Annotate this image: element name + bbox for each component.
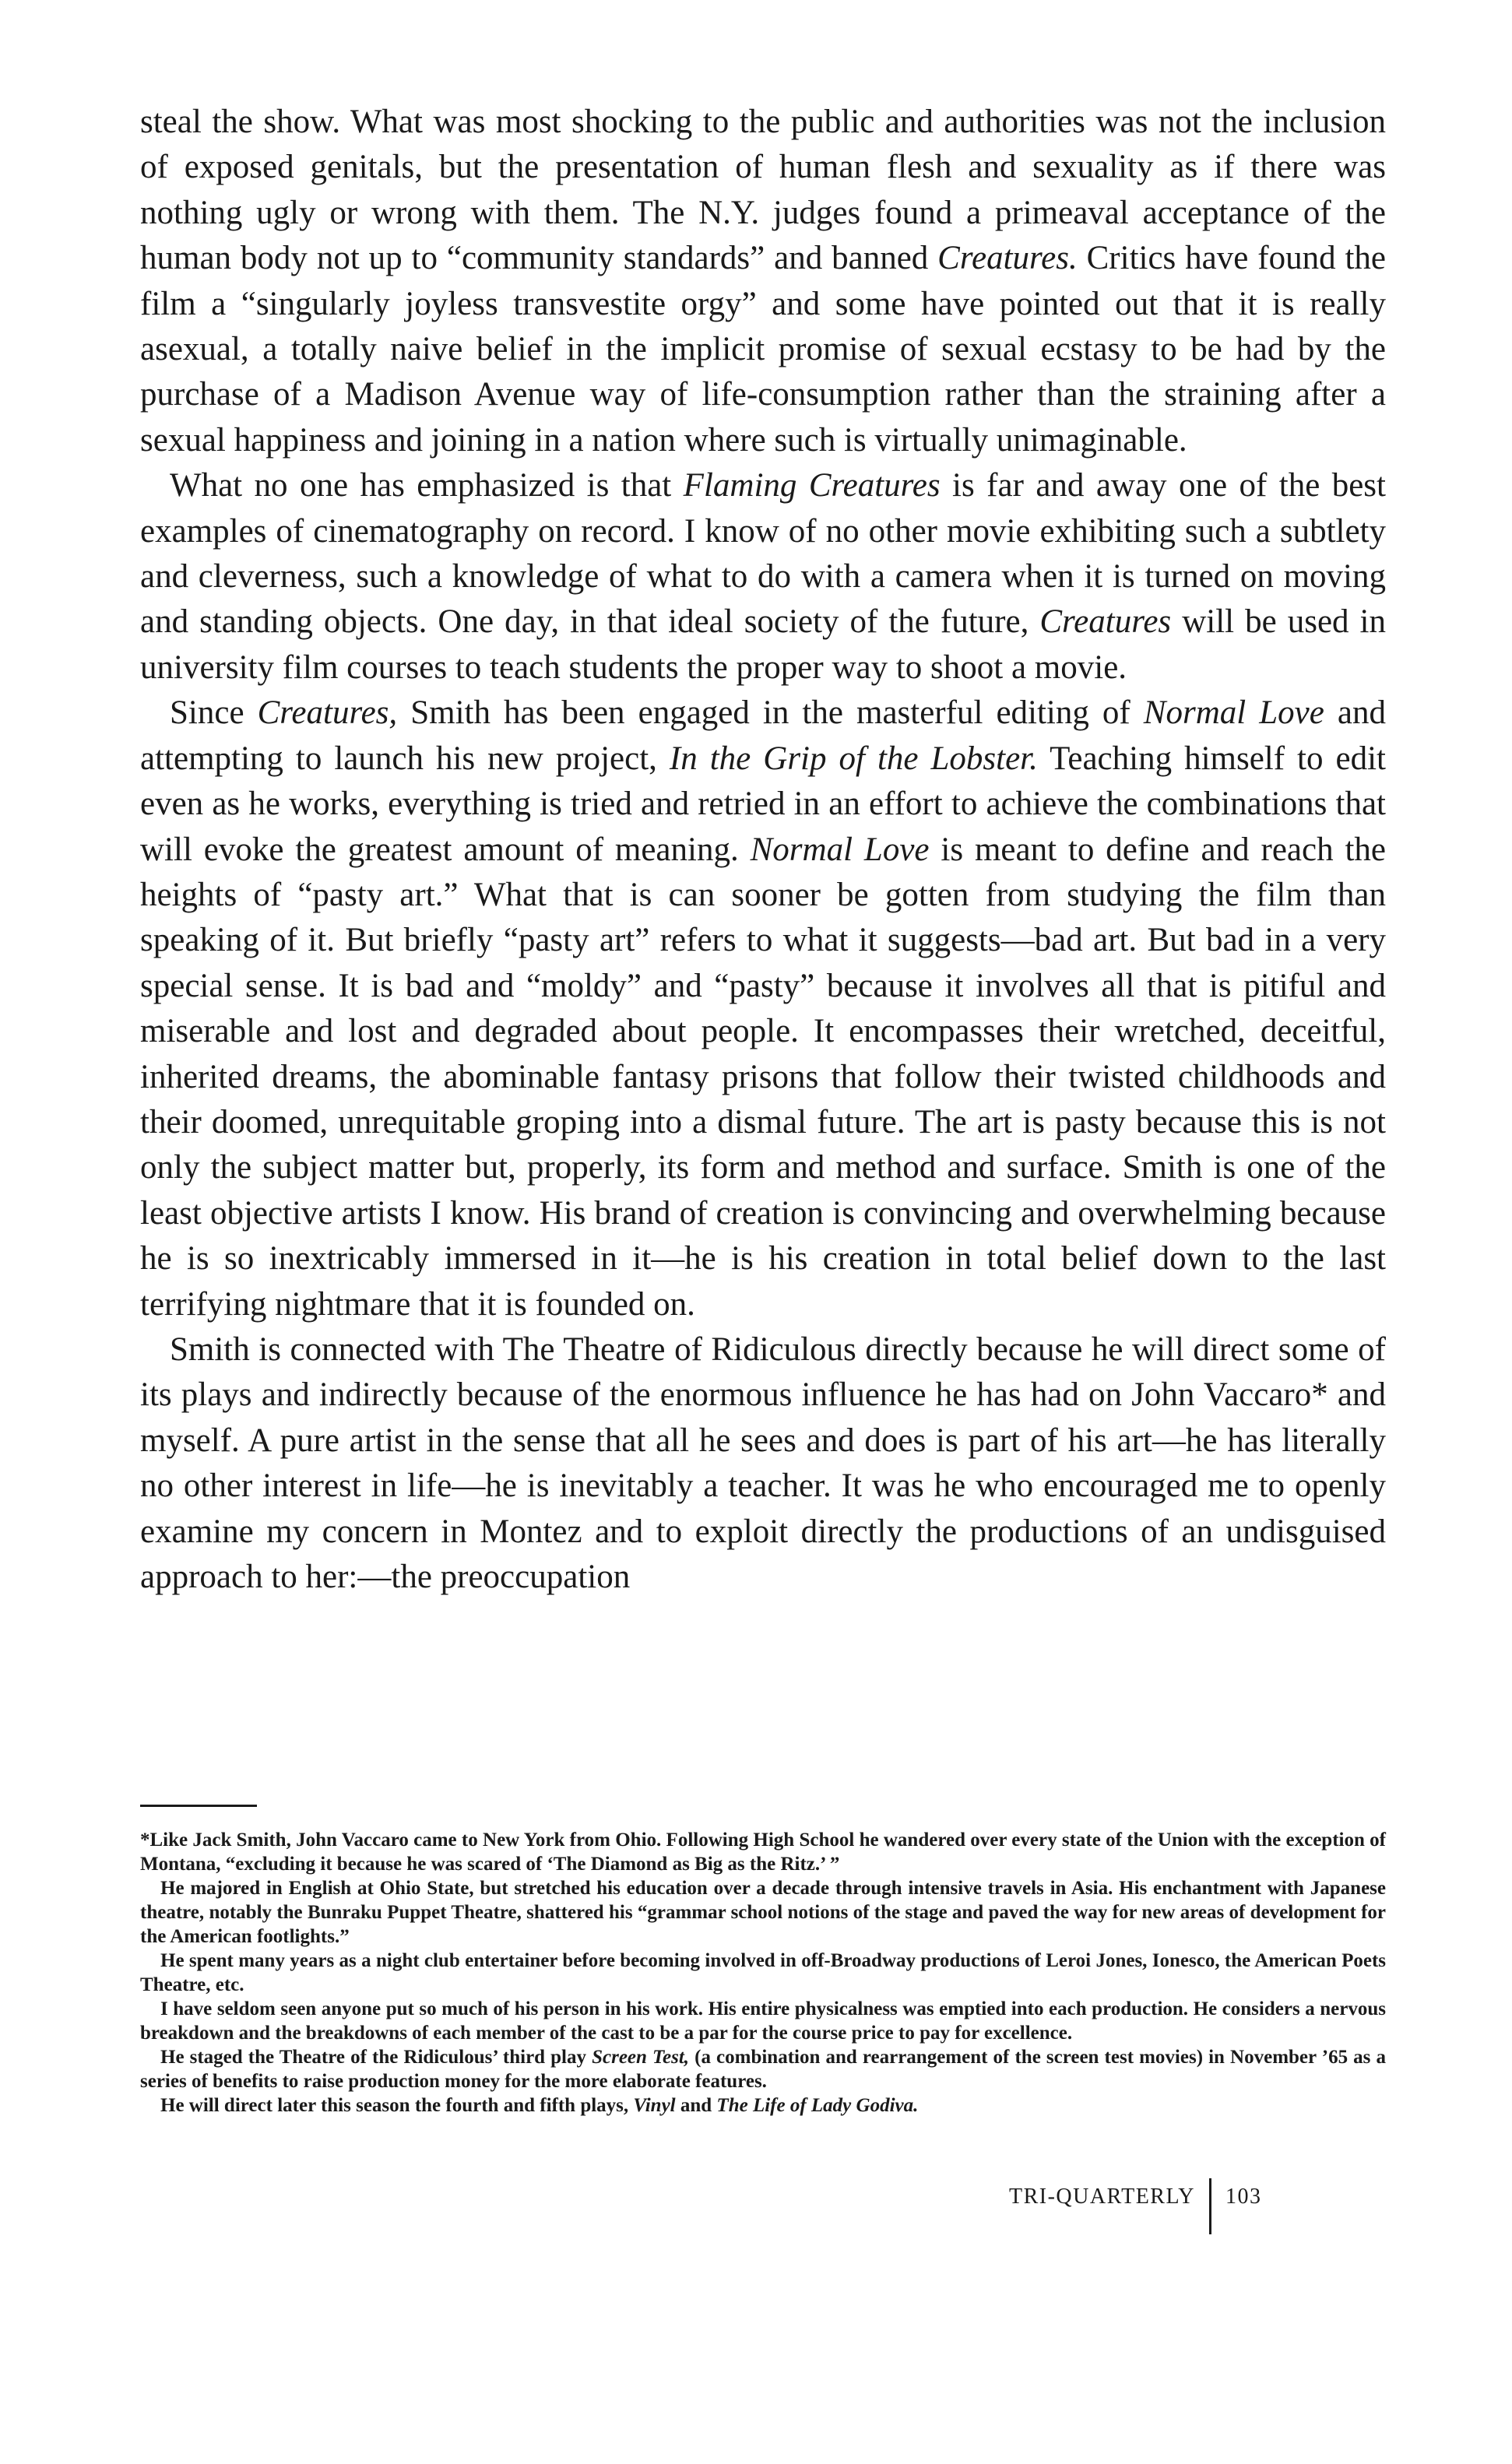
footnote-text: (a combination and rearrangement of the screen test movies) in November ’65 as a series of benefits to raise production money for the more elaborate features. — [140, 2047, 1387, 2092]
body-text — [140, 100, 1386, 1600]
footnote — [140, 1949, 1386, 1997]
paragraph-text: is far and away one of the best examples of cinematography on record. I know of no other movie exhibiting such a subtlety and cleverness, such a knowledge of what to do with a camera when it is turned on moving and standing objects. One day, in that ideal society of the future, — [140, 467, 1386, 641]
paragraph-text: steal the show. What was most shocking to the public and authorities was not the inclusion of exposed genitals, but the presentation of human flesh and sexuality as if there was nothing ugly or wrong with them. The N.Y. judges found a primeaval acceptance of the human body not up to “community standards” and banned — [140, 104, 1386, 277]
paragraph-italic-text: Flaming Creatures — [683, 467, 941, 504]
footnote-italic-text: The Life of Lady Godiva. — [716, 2095, 919, 2116]
paragraph-italic-text: In the Grip of the Lobster. — [669, 740, 1038, 777]
page-number: 103 — [1225, 2185, 1262, 2209]
footnotes — [140, 1828, 1386, 2118]
paragraph-italic-text: Creatures. — [937, 240, 1078, 277]
paragraph — [140, 463, 1386, 691]
footnote — [140, 2045, 1386, 2093]
paragraph-text: and attempting to launch his new project, — [140, 694, 1386, 777]
folio — [1009, 2178, 1262, 2233]
journal-title: TRI-QUARTERLY — [1009, 2185, 1195, 2209]
footnote-text: *Like Jack Smith, John Vaccaro came to New York from Ohio. Following High School he wandered over every state of the Union with the exception of Montana, “excluding it because he was scared of ‘The Diamond as Big as the Ritz.’ ” — [140, 1830, 1386, 1875]
paragraph-text: will be used in university film courses to teach students the proper way to shoot a movie. — [140, 603, 1387, 686]
footnote-text: He will direct later this season the fourth and fifth plays, — [160, 2095, 634, 2116]
footnote — [140, 1997, 1386, 2045]
footnote-italic-text: Screen Test, — [592, 2047, 690, 2068]
footnote-italic-text: Vinyl — [633, 2095, 676, 2116]
footnote — [140, 1828, 1386, 1876]
paragraph-text: What no one has emphasized is that — [170, 467, 684, 504]
paragraph-italic-text: Normal Love — [1143, 694, 1324, 732]
paragraph-text: Smith has been engaged in the masterful editing of — [397, 694, 1144, 732]
paragraph — [140, 1327, 1386, 1600]
paragraph — [140, 691, 1386, 1327]
paragraph-text: Smith is connected with The Theatre of Ridiculous directly because he will direct some of its plays and indirectly because of the enormous influence he has had on John Vaccaro* and myself. A pure artist in the sense that all he sees and does is part of his art—he has literally no other interest in life—he is inevitably a teacher. It was he who encouraged me to openly examine my concern in Montez and to exploit directly the productions of an undisguised approach to her:—the preoccupation — [140, 1330, 1386, 1595]
paragraph-text: Critics have found the film a “singularly joyless transvestite orgy” and some have pointed out that it is really asexual, a totally naive belief in the implicit promise of sexual ecstasy to be had by the purchase of a Madison Avenue way of life-consumption rather than the straining after a sexual happiness and joining in a nation where such is virtually unimaginable. — [140, 240, 1386, 459]
footnote-text: He majored in English at Ohio State, but stretched his education over a decade through intensive travels in Asia. His enchantment with Japanese theatre, notably the Bunraku Puppet Theatre, shattered his “grammar school notions of the stage and paved the way for new areas of development for the American footlights.” — [140, 1878, 1386, 1947]
footnote-text: and — [675, 2095, 717, 2116]
paragraph-italic-text: Creatures — [1039, 603, 1172, 641]
footnote — [140, 2093, 1386, 2118]
paragraph-text: Since — [170, 694, 258, 732]
paragraph-text: is meant to define and reach the heights of “pasty art.” What that is can sooner be gotten from studying the film than speaking of it. But briefly “pasty art” refers to what it suggests—bad art. But bad in a very special sense. It is bad and “moldy” and “pasty” because it involves all that is pitiful and miserable and lost and degraded about people. It encompasses their wretched, deceitful, inherited dreams, the abominable fantasy prisons that follow their twisted childhoods and their doomed, unrequitable groping into a dismal future. The art is pasty because this is not only the subject matter but, properly, its form and method and surface. Smith is one of the least objective artists I know. His brand of creation is convincing and overwhelming because he is so inextricably immersed in it—he is his creation in total belief down to the last terrifying nightmare that it is founded on. — [140, 831, 1387, 1323]
footnote-text: He staged the Theatre of the Ridiculous’ third play — [160, 2047, 592, 2068]
footnote — [140, 1876, 1386, 1949]
paragraph — [140, 100, 1386, 463]
paragraph-italic-text: Creatures, — [257, 694, 398, 732]
footnote-rule — [140, 1805, 257, 1807]
paragraph-text: Teaching himself to edit even as he works, everything is tried and retried in an effort to achieve the combinations that will evoke the greatest amount of meaning. — [140, 740, 1386, 868]
paragraph-italic-text: Normal Love — [750, 831, 930, 868]
footnote-text: He spent many years as a night club entertainer before becoming involved in off-Broadway productions of Leroi Jones, Ionesco, the American Poets Theatre, etc. — [140, 1950, 1386, 1995]
footnote-text: I have seldom seen anyone put so much of his person in his work. His entire physicalness was emptied into each production. He considers a nervous breakdown and the breakdowns of each member of the cast to be a par for the course price to pay for excellence. — [140, 1998, 1386, 2044]
